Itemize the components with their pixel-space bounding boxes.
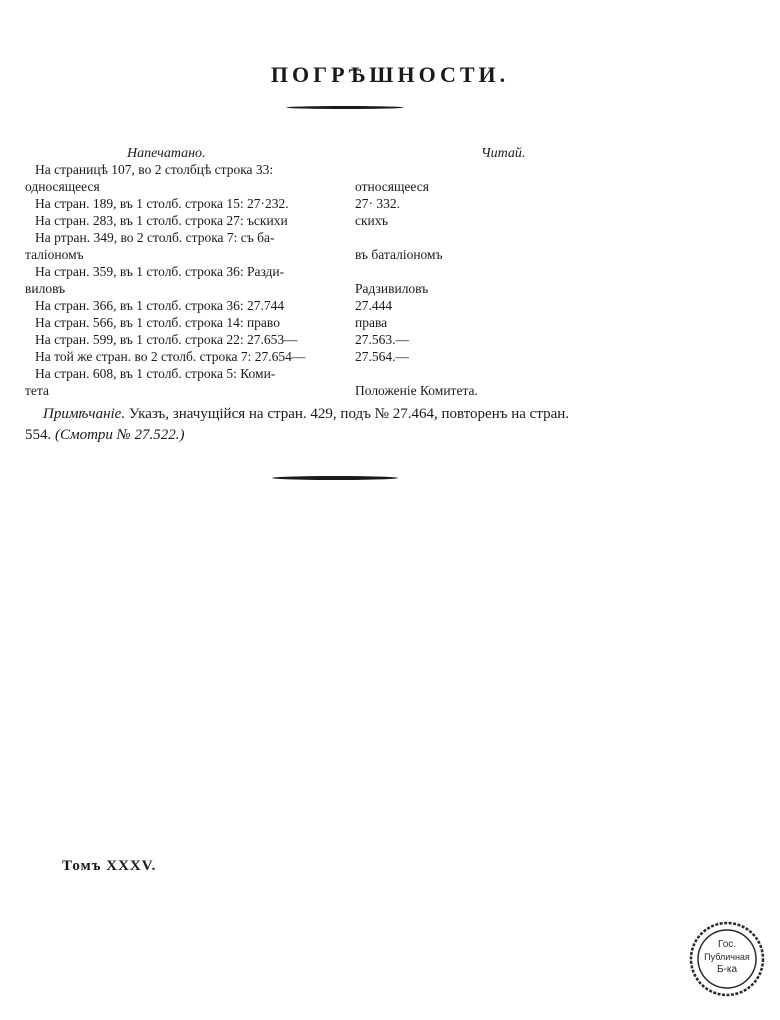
- errata-correction-line: 27.564.—: [355, 349, 409, 364]
- page-title: ПОГРѢШНОСТИ.: [270, 62, 510, 87]
- errata-printed-line: На стран. 189, въ 1 столб. строка 15: 27·232.: [35, 196, 289, 211]
- footnote-line-2: [25, 427, 185, 443]
- errata-printed-line: На стран. 599, въ 1 столб. строка 22: 27.653—: [35, 332, 298, 347]
- volume-label: Томъ XXXV.: [62, 858, 157, 874]
- errata-correction-line: въ баталіономъ: [355, 247, 443, 262]
- footnote-reference: (Смотри № 27.522.): [51, 427, 185, 443]
- errata-printed-line: односящееся: [25, 179, 100, 194]
- errata-correction-line: [355, 263, 655, 280]
- footnote-text: Указъ, значущійся на стран. 429, подъ № 27.464, повторенъ на стран.: [125, 406, 570, 422]
- footnote: [25, 404, 685, 446]
- errata-printed-line: На стран. 359, въ 1 столб. строка 36: Разди-: [35, 264, 285, 279]
- errata-printed-line: виловъ: [25, 281, 66, 296]
- footnote-label: Примѣчаніе.: [43, 406, 126, 422]
- errata-printed-line: На стран. 608, въ 1 столб. строка 5: Коми-: [35, 366, 276, 381]
- errata-printed-line: таліономъ: [25, 247, 84, 262]
- footnote-line-1: [25, 404, 685, 425]
- errata-correction-line: скихъ: [355, 213, 388, 228]
- errata-correction-line: относящееся: [355, 179, 429, 194]
- column-header-read: Читай.: [481, 146, 526, 161]
- errata-printed-line: На стран. 366, въ 1 столб. строка 36: 27.744: [35, 298, 285, 313]
- errata-printed-line: тета: [25, 383, 49, 398]
- errata-correction-line: 27.563.—: [355, 332, 409, 347]
- errata-correction-line: Радзивиловъ: [355, 281, 429, 296]
- errata-printed-line: На той же стран. во 2 столб. строка 7: 27.654—: [35, 349, 306, 364]
- library-stamp: [688, 920, 766, 998]
- errata-correction-line: Положеніе Комитета.: [355, 383, 478, 398]
- errata-correction-line: [355, 161, 655, 178]
- title-rule: [286, 106, 404, 109]
- errata-correction-line: [355, 229, 655, 246]
- footnote-page: 554.: [25, 427, 52, 443]
- errata-correction-line: 27· 332.: [355, 196, 400, 211]
- errata-correction-line: [355, 365, 655, 382]
- errata-left-column: [25, 161, 349, 399]
- errata-printed-line: На ртран. 349, во 2 столб. строка 7: съ ба-: [35, 230, 275, 245]
- errata-printed-line: На стран. 566, въ 1 столб. строка 14: право: [35, 315, 280, 330]
- stamp-text: Б-ка: [716, 964, 738, 975]
- errata-printed-line: На страницѣ 107, во 2 столбцѣ строка 33:: [35, 162, 274, 177]
- errata-printed-line: На стран. 283, въ 1 столб. строка 27: ъскихи: [35, 213, 288, 228]
- errata-correction-line: 27.444: [355, 298, 393, 313]
- stamp-text: Публичная: [704, 952, 750, 962]
- errata-correction-line: права: [355, 315, 388, 330]
- column-header-printed: Напечатано.: [127, 146, 206, 161]
- errata-right-column: [355, 161, 655, 399]
- closing-rule: [272, 476, 398, 480]
- stamp-text: Гос.: [717, 939, 737, 950]
